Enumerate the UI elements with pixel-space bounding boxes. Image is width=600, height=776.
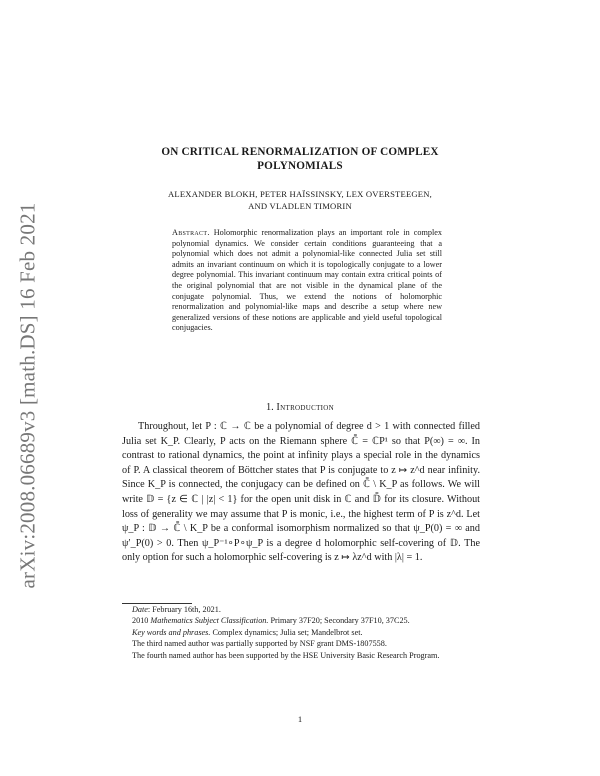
author-line-1: ALEXANDER BLOKH, PETER HAÏSSINSKY, LEX OVERSTEEGEN, (167, 189, 433, 199)
footnote-support-fourth: The fourth named author has been supported by the HSE University Basic Research Program. (132, 650, 440, 660)
title-line-1: ON CRITICAL RENORMALIZATION OF COMPLEX (161, 146, 439, 158)
footnote-keywords (122, 627, 480, 638)
title-line-2: POLYNOMIALS (257, 160, 343, 172)
author-list (110, 188, 490, 212)
intro-paragraph: Throughout, let P : ℂ → ℂ be a polynomial of degree d > 1 with connected filled Julia set K_P. Clearly, P acts on the Riemann sphere ℂ̄ = ℂP¹ so that P(∞) = ∞. In contrast to rational dynamics, the point at infinity plays a special role in the dynamics of P. A classical theorem of Böttcher states that P is conjugate to z ↦ z^d near infinity. Since K_P is connected, the conjugacy can be defined on ℂ̄ \ K_P as follows. We will write 𝔻 = {z ∈ ℂ | |z| < 1} for the open unit disk in ℂ and 𝔻̄ for its closure. Without loss of generality we may assume that P is monic, i.e., the highest term of P is z^d. Let ψ_P : 𝔻 → ℂ̄ \ K_P be a conformal isomorphism normalized so that ψ_P(0) = ∞ and ψ′_P(0) > 0. Then ψ_P⁻¹∘P∘ψ_P is a degree d holomorphic self-covering of 𝔻. The only option for such a holomorphic self-covering is z ↦ λz^d with |λ| = 1. (122, 421, 480, 564)
abstract-text: Holomorphic renormalization plays an important role in complex polynomial dynamics. We consider certain conditions guaranteeing that a polynomial which does not admit a polynomial-like connected Julia set still admits an invariant continuum on which it is topologically conjugate to a lower degree polynomial. This invariant continuum may contain extra critical points of the original polynomial that are not visible in the dynamical plane of the conjugate polynomial. Thus, we extend the notions of holomorphic renormalization and polynomial-like maps and describe a setup where new generalized versions of these notions are applicable and yield useful topological conjugacies. (172, 228, 442, 333)
footnote-keywords-label: Key words and phrases. (132, 627, 211, 637)
footnote-keywords-value: Complex dynamics; Julia set; Mandelbrot set. (212, 627, 363, 637)
author-line-2: AND VLADLEN TIMORIN (248, 201, 352, 211)
footnote-msc-label: Mathematics Subject Classification. (150, 616, 269, 626)
arxiv-identifier-text: arXiv:2008.06689v3 [math.DS] 16 Feb 2021 (15, 202, 40, 588)
page-number: 1 (297, 714, 303, 724)
section-heading (120, 402, 480, 413)
arxiv-identifier-stamp (4, 190, 52, 600)
abstract-label: Abstract. (172, 228, 210, 237)
footnote-msc (122, 615, 480, 626)
section-title: Introduction (276, 402, 335, 413)
footnote-msc-value: Primary 37F20; Secondary 37F10, 37C25. (270, 616, 410, 626)
footnote-date-value: : February 16th, 2021. (147, 605, 221, 614)
abstract (172, 228, 442, 334)
section-number: 1. (265, 402, 274, 413)
paper-title (120, 145, 480, 173)
footnote-date-label: Date (132, 605, 148, 614)
footnotes (122, 604, 480, 661)
footnote-msc-year: 2010 (132, 616, 149, 626)
footnote-support-third: The third named author was partially supported by NSF grant DMS-1807558. (132, 639, 387, 649)
footnote-date (122, 604, 480, 615)
